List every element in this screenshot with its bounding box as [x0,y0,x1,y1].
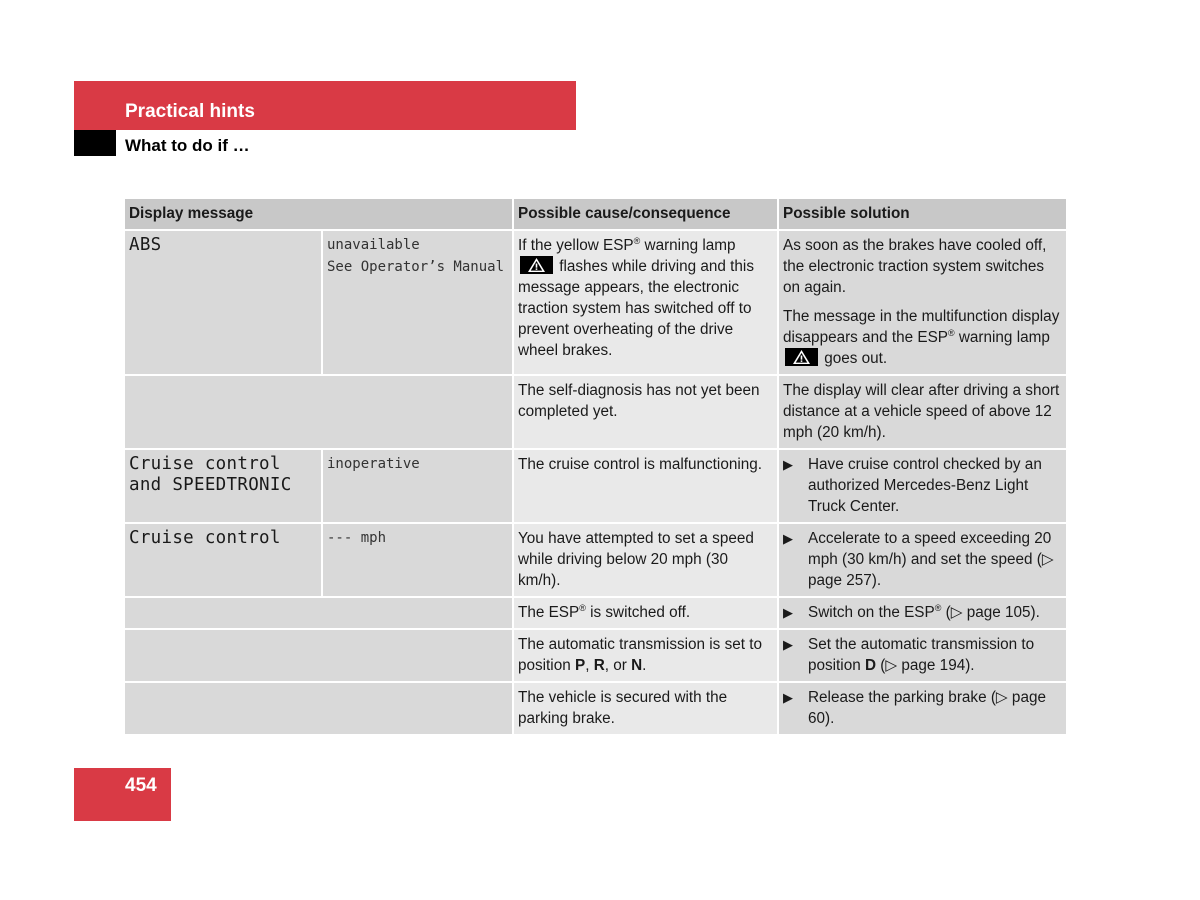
solution-cell [779,683,1066,734]
solution-bullet [783,687,1062,729]
empty-display-cell [125,598,512,628]
bullet-icon: ▶ [783,605,793,620]
table-header-row [125,199,1066,231]
text: , or [604,657,632,674]
text: The ESP [518,604,580,621]
bullet-icon: ▶ [783,637,793,652]
cause-cell [514,630,777,681]
solution-bullet [783,528,1062,591]
table-row-cruise-4 [125,683,1066,736]
text: Set the automatic transmission to position [808,636,1035,674]
text: Release the parking brake (▷ page 60). [808,689,1046,727]
text: goes out. [820,350,888,367]
bullet-icon: ▶ [783,531,793,546]
solution-bullet [783,454,1062,517]
gear-p: P [574,657,586,674]
table-row-cruise-3 [125,630,1066,683]
display-message-cruise: Cruise control [125,524,321,596]
cause-cell: You have attempted to set a speed while driving below 20 mph (30 km/h). [514,524,777,596]
text: warning lamp [954,329,1050,346]
solution-cell [779,630,1066,681]
text: If the yellow ESP [518,237,634,254]
empty-display-cell [125,683,512,734]
subsection-marker [74,130,116,156]
table-row-cruise-2 [125,598,1066,630]
solution-cell [779,524,1066,596]
solution-cell [779,231,1066,374]
text: flashes while driving and this message appears, the electronic traction system has switched off to prevent overheating of the drive wheel brakes. [518,258,754,359]
solution-paragraph: As soon as the brakes have cooled off, the electronic traction system switches on again. [783,237,1047,296]
cause-cell: The vehicle is secured with the parking brake. [514,683,777,734]
solution-cell [779,450,1066,522]
troubleshooting-table [125,199,1066,736]
text: Have cruise control checked by an authorized Mercedes-Benz Light Truck Center. [808,456,1042,515]
display-status-abs [323,231,512,374]
text: , [585,657,594,674]
cause-cell: The cruise control is malfunctioning. [514,450,777,522]
display-status-cruise-speedtronic: inoperative [323,450,512,522]
registered-mark: ® [579,602,586,613]
text: (▷ page 105). [941,604,1040,621]
bullet-icon: ▶ [783,457,793,472]
registered-mark: ® [633,235,641,246]
empty-display-cell [125,630,512,681]
gear-r: R [593,657,605,674]
solution-cell: The display will clear after driving a short distance at a vehicle speed of above 12 mph (20 km/h). [779,376,1066,448]
warning-triangle-icon [520,256,553,274]
solution-cell [779,598,1066,628]
text: . [642,657,647,674]
header-solution: Possible solution [779,199,1066,229]
text: warning lamp [640,237,736,254]
text: Switch on the ESP [808,604,935,621]
text: The automatic transmission is set to position [518,636,762,674]
bullet-icon: ▶ [783,690,793,705]
text: Accelerate to a speed exceeding 20 mph (30 km/h) and set the speed (▷ page 257). [808,530,1054,589]
display-message-cruise-speedtronic: Cruise control and SPEEDTRONIC [125,450,321,522]
warning-triangle-icon [785,348,818,366]
table-row-abs-2 [125,376,1066,450]
text: The message in the multifunction display disappears and the ESP [783,308,1060,346]
table-row-abs-1 [125,231,1066,376]
solution-bullet [783,634,1062,676]
solution-paragraph [783,306,1062,369]
empty-display-cell [125,376,512,448]
solution-bullet [783,602,1062,623]
table-row-cruise-1 [125,524,1066,598]
header-cause: Possible cause/consequence [514,199,777,229]
cause-cell [514,231,777,374]
gear-d: D [864,657,877,674]
header-display-message: Display message [125,199,512,229]
text: (▷ page 194). [876,657,975,674]
registered-mark: ® [934,602,942,613]
display-status-cruise: --- mph [323,524,512,596]
registered-mark: ® [947,327,955,338]
cause-cell: The self-diagnosis has not yet been completed yet. [514,376,777,448]
gear-n: N [631,657,643,674]
cause-cell [514,598,777,628]
status-line: unavailable [327,237,420,253]
table-row-cruise-speedtronic [125,450,1066,524]
display-message-abs: ABS [125,231,321,374]
status-line: See Operator’s Manual [327,258,505,275]
subsection-title: What to do if … [125,136,250,155]
text: is switched off. [585,604,691,621]
section-title: Practical hints [125,101,255,122]
page-number: 454 [125,775,157,796]
